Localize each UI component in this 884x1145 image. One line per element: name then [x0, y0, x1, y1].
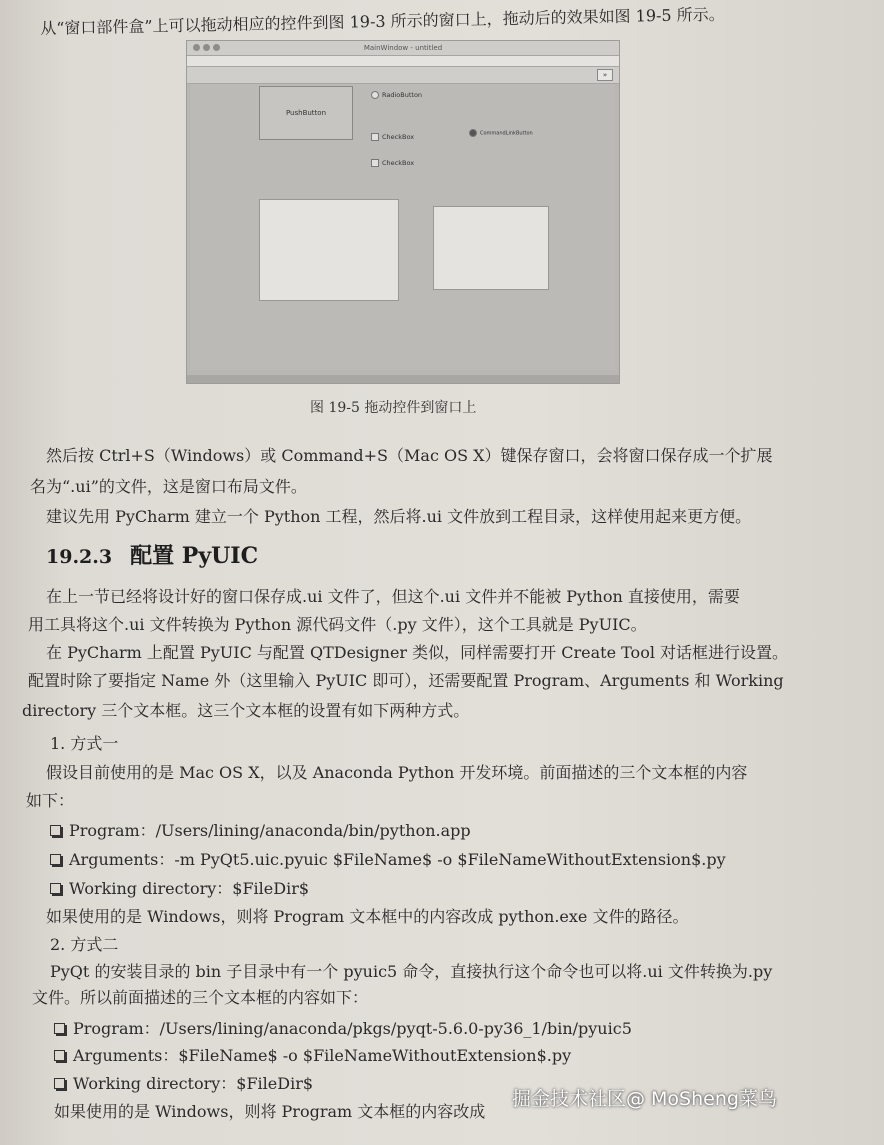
- subheading-method-1: 1. 方式一: [50, 734, 119, 753]
- paragraph-line: 建议先用 PyCharm 建立一个 Python 工程，然后将.ui 文件放到工程目录，这样使用起来更方便。: [46, 507, 752, 526]
- intro-line: 从“窗口部件盒”上可以拖动相应的控件到图 19-3 所示的窗口上，拖动后的效果如图 19-5 所示。: [40, 4, 725, 38]
- paragraph-line: directory 三个文本框。这三个文本框的设置有如下两种方式。: [22, 701, 470, 720]
- toolbar-more-icon[interactable]: »: [597, 69, 613, 81]
- figure-screenshot: [186, 40, 620, 384]
- paragraph-line: 假设目前使用的是 Mac OS X，以及 Anaconda Python 开发环境。前面描述的三个文本框的内容: [46, 763, 748, 782]
- bullet-item: Arguments：$FileName$ -o $FileNameWithoutExtension$.py: [54, 1045, 571, 1067]
- checkbox-bullet-icon: [54, 1050, 65, 1061]
- zoom-dot-icon: [213, 44, 220, 51]
- section-number: 19.2.3: [46, 546, 113, 568]
- paragraph-line: PyQt 的安装目录的 bin 子目录中有一个 pyuic5 命令，直接执行这个命令也可以将.ui 文件转换为.py: [50, 962, 773, 981]
- close-dot-icon: [193, 44, 200, 51]
- checkbox-square-icon: [371, 159, 379, 167]
- window-canvas: [191, 84, 615, 370]
- radio-circle-icon: [371, 91, 379, 99]
- paragraph-line: 文件。所以前面描述的三个文本框的内容如下：: [32, 988, 369, 1007]
- window-titlebar: [187, 41, 619, 56]
- window-menubar: [187, 56, 619, 67]
- watermark: 掘金技术社区@ MoSheng菜鸟: [512, 1088, 777, 1110]
- checkbox-bullet-icon: [50, 883, 61, 894]
- bullet-item: Working directory：$FileDir$: [54, 1073, 313, 1095]
- paragraph-line: 如果使用的是 Windows，则将 Program 文本框中的内容改成 python.exe 文件的路径。: [46, 907, 689, 926]
- bullet-item: Arguments：-m PyQt5.uic.pyuic $FileName$ -o $FileNameWithoutExtension$.py: [50, 849, 726, 871]
- paragraph-line: 然后按 Ctrl+S（Windows）或 Command+S（Mac OS X）键保存窗口，会将窗口保存成一个扩展: [46, 446, 773, 465]
- text-edit-widget-1[interactable]: [259, 199, 399, 301]
- checkbox-widget-2[interactable]: CheckBox: [371, 159, 414, 167]
- subheading-method-2: 2. 方式二: [50, 935, 119, 954]
- paragraph-line: 用工具将这个.ui 文件转换为 Python 源代码文件（.py 文件），这个工具就是 PyUIC。: [28, 615, 647, 634]
- section-heading: [46, 541, 258, 572]
- command-link-arrow-icon: [469, 129, 477, 137]
- paragraph-line: 名为“.ui”的文件，这是窗口布局文件。: [30, 477, 307, 496]
- checkbox-widget-1[interactable]: CheckBox: [371, 133, 414, 141]
- paragraph-line: 如果使用的是 Windows，则将 Program 文本框的内容改成: [54, 1102, 486, 1121]
- checkbox-bullet-icon: [50, 825, 61, 836]
- text-edit-widget-2[interactable]: [433, 206, 549, 290]
- paragraph-line: 在上一节已经将设计好的窗口保存成.ui 文件了，但这个.ui 文件并不能被 Python 直接使用，需要: [46, 587, 740, 606]
- paragraph-line: 配置时除了要指定 Name 外（这里输入 PyUIC 即可），还需要配置 Program、Arguments 和 Working: [28, 671, 784, 690]
- checkbox-square-icon: [371, 133, 379, 141]
- command-link-button-widget[interactable]: CommandLinkButton: [469, 129, 533, 137]
- checkbox-bullet-icon: [50, 854, 61, 865]
- paragraph-line: 如下：: [26, 791, 75, 810]
- radio-button-widget[interactable]: RadioButton: [371, 91, 422, 99]
- figure-caption: 图 19-5 拖动控件到窗口上: [310, 400, 477, 416]
- window-statusbar: [187, 375, 619, 383]
- bullet-item: Program：/Users/lining/anaconda/bin/python.app: [50, 820, 471, 842]
- window-toolbar: [187, 67, 619, 84]
- minimize-dot-icon: [203, 44, 210, 51]
- section-title: 配置 PyUIC: [130, 543, 259, 569]
- push-button-widget[interactable]: PushButton: [259, 86, 353, 140]
- bullet-item: Program：/Users/lining/anaconda/pkgs/pyqt-5.6.0-py36_1/bin/pyuic5: [54, 1018, 632, 1040]
- bullet-item: Working directory：$FileDir$: [50, 878, 309, 900]
- checkbox-bullet-icon: [54, 1078, 65, 1089]
- checkbox-bullet-icon: [54, 1023, 65, 1034]
- window-title: MainWindow - untitled: [363, 44, 443, 52]
- paragraph-line: 在 PyCharm 上配置 PyUIC 与配置 QTDesigner 类似，同样需要打开 Create Tool 对话框进行设置。: [46, 643, 789, 662]
